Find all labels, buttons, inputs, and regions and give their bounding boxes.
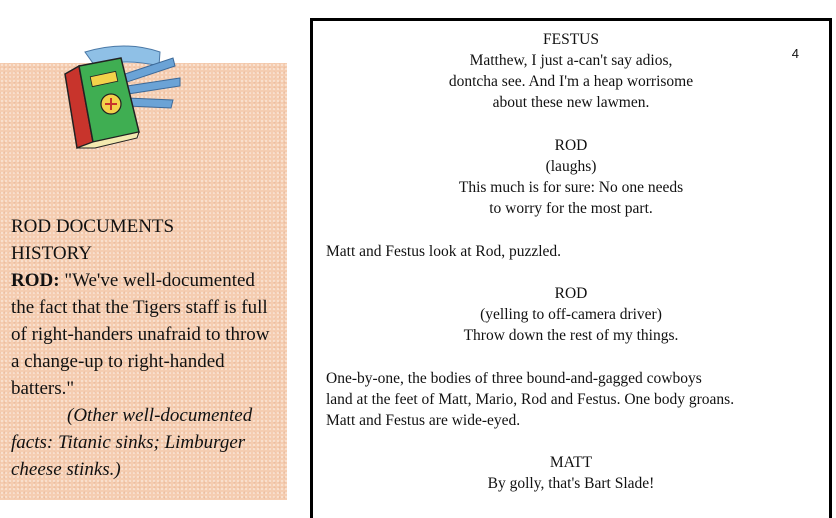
action-line: Matt and Festus are wide-eyed. [326,412,521,429]
parenthetical: (laughs) [545,158,597,175]
action-line: One-by-one, the bodies of three bound-and-gagged cowboys [326,370,702,387]
character-rod-1 [313,135,829,219]
sidebar-quote [11,267,281,402]
character-name: MATT [549,454,593,471]
wing-stripe-3 [127,98,173,108]
character-matt [313,452,829,494]
action-puzzled [313,241,829,262]
character-rod-2 [313,283,829,346]
action-line: Matt and Festus look at Rod, puzzled. [326,243,562,260]
character-festus [313,29,829,113]
dialogue-line: about these new lawmen. [492,94,650,111]
character-name: FESTUS [543,31,599,48]
dialogue-line: By golly, that's Bart Slade! [487,475,655,492]
dialogue-line: to worry for the most part. [489,200,653,217]
dialogue-line: Throw down the rest of my things. [463,327,679,344]
aside-text: (Other well-documented facts: Titanic sinks; Limburger cheese stinks.) [11,405,253,480]
character-name: ROD [554,285,588,302]
sidebar-headline-1: ROD DOCUMENTS [11,216,175,237]
sidebar-text [11,213,281,483]
book-icon [55,44,185,154]
quote-speaker: ROD: [11,270,60,291]
parenthetical: (yelling to off-camera driver) [480,306,662,323]
sidebar-headline-2: HISTORY [11,243,92,264]
action-line: land at the feet of Matt, Mario, Rod and Festus. One body groans. [326,391,735,408]
dialogue-line: dontcha see. And I'm a heap worrisome [448,73,694,90]
sidebar-aside [11,402,281,483]
character-name: ROD [554,137,588,154]
script-page [310,18,832,518]
page-number: 4 [791,46,799,61]
action-bodies [313,368,829,431]
dialogue-line: Matthew, I just a-can't say adios, [469,52,673,69]
wing-stripe-2 [127,78,180,94]
quote-text: "We've well-documented the fact that the Tigers staff is full of right-handers unafraid to throw a change-up to right-handed batters." [11,270,270,399]
dialogue-line: This much is for sure: No one needs [458,179,684,196]
